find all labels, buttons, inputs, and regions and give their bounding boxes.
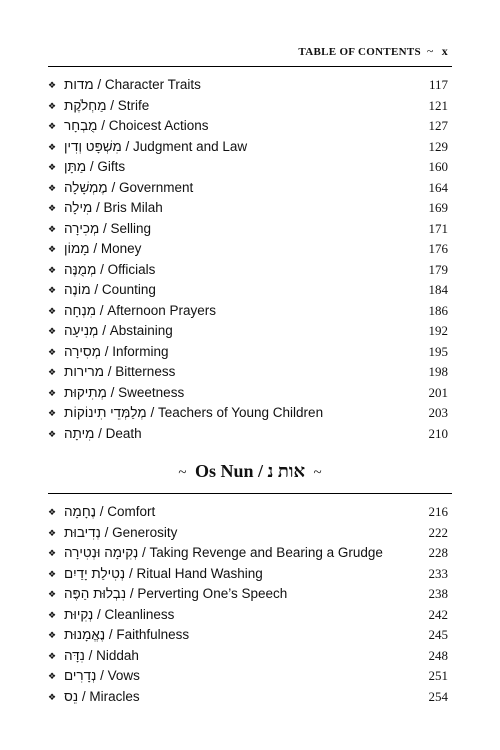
toc-entry-title: מַתָּן / Gifts [64,159,126,174]
toc-entry-page: 171 [428,220,448,236]
toc-entry-page: 251 [428,668,448,683]
toc-entry-page: 245 [428,627,448,642]
toc-entry[interactable] [48,564,448,585]
toc-entry-title: נְטִילַת יָדַיִם / Ritual Hand Washing [64,565,263,581]
toc-entry-page: 242 [428,606,448,622]
bullet-diamond-icon: ❖ [48,408,57,418]
toc-entry[interactable] [48,301,448,322]
bullet-diamond-icon: ❖ [48,568,57,579]
section-rule [48,493,452,494]
bullet-diamond-icon: ❖ [48,203,57,213]
bullet-diamond-icon: ❖ [48,609,57,620]
toc-entry-title: מֶמְשָׁלָה / Government [64,179,194,195]
toc-entry-page: 201 [428,384,448,400]
bullet-diamond-icon: ❖ [48,141,57,152]
toc-entry-title: מְסִירָה / Informing [64,343,169,359]
bullet-diamond-icon: ❖ [48,650,57,661]
toc-entry-title: מְנִיעָה / Abstaining [64,323,173,338]
toc-entry[interactable] [48,137,448,158]
bullet-diamond-icon: ❖ [48,100,57,111]
toc-entry-page: 164 [428,179,448,195]
bullet-diamond-icon: ❖ [48,285,57,295]
toc-entry[interactable] [48,116,448,137]
toc-entry[interactable] [48,424,448,445]
section-heading [0,461,500,482]
bullet-diamond-icon: ❖ [48,507,57,517]
bullet-diamond-icon: ❖ [48,223,57,234]
toc-entry[interactable] [48,260,448,281]
toc-entry-page: 210 [428,425,448,441]
toc-entry[interactable] [48,605,448,626]
toc-entry-page: 222 [428,524,448,540]
toc-entry-title: נְדָרִים / Vows [64,668,140,683]
toc-entry-title: מוֹנֶה / Counting [64,282,156,297]
toc-entry[interactable] [48,342,448,363]
toc-entry[interactable] [48,687,448,708]
bullet-diamond-icon: ❖ [48,326,57,336]
toc-entry-page: 248 [428,647,448,663]
toc-entry-title: מִשְׁפָּט וְדִין / Judgment and Law [64,138,248,154]
toc-entry-title: נְקִימָה וּנְטִירָה / Taking Revenge and Bearing a Grudge [64,545,383,560]
toc-entry[interactable] [48,625,448,646]
toc-entry-page: 160 [428,159,448,174]
toc-entry-title: מרירות / Bitterness [64,364,176,379]
bullet-diamond-icon: ❖ [48,264,57,275]
bullet-diamond-icon: ❖ [48,387,57,398]
toc-entry-page: 179 [428,261,448,277]
toc-entry-title: מְתִיקוּת / Sweetness [64,384,185,400]
toc-entry-title: מָמוֹן / Money [64,241,142,256]
ornament-left-icon: ~ [178,465,187,481]
header-title: TABLE OF CONTENTS [298,45,421,58]
toc-entry-title: מְלַמְּדֵי תִינוֹקוֹת / Teachers of Young Children [64,405,324,420]
toc-entry[interactable] [48,502,448,523]
toc-entry-page: 117 [428,77,448,92]
toc-entry-page: 127 [428,118,448,133]
toc-entry-page: 169 [428,200,448,215]
bullet-diamond-icon: ❖ [48,367,57,377]
ornament-right-icon: ~ [313,465,322,481]
toc-entry[interactable] [48,362,448,383]
toc-entry[interactable] [48,219,448,240]
toc-entry[interactable] [48,646,448,667]
toc-entry-title: נֵס / Miracles [64,688,140,704]
toc-entry-title: מִיתָה / Death [64,425,142,441]
toc-entry[interactable] [48,280,448,301]
toc-entry-title: נִדָּה / Niddah [64,647,139,663]
toc-entry-title: מדות / Character Traits [64,77,201,92]
toc-entry-page: 186 [428,302,448,318]
toc-entry-page: 203 [428,405,448,420]
toc-entry[interactable] [48,321,448,342]
bullet-diamond-icon: ❖ [48,162,57,172]
toc-list-section-1 [48,75,448,444]
toc-entry-title: מַחְלֹקֶת / Strife [64,97,150,113]
toc-entry-title: נְדִיבוּת / Generosity [64,524,178,540]
toc-entry-title: נֶאֱמָנוּת / Faithfulness [64,627,190,642]
toc-entry-page: 254 [428,688,448,704]
toc-entry-page: 238 [428,586,448,601]
toc-entry[interactable] [48,383,448,404]
toc-entry-title: נִבְלוּת הַפֶּה / Perverting One’s Speech [64,586,288,601]
header-ornament-icon: ~ [426,44,434,58]
toc-entry[interactable] [48,523,448,544]
header-page-number: x [441,44,448,58]
toc-entry-page: 192 [428,323,448,338]
toc-entry-page: 216 [428,504,448,519]
bullet-diamond-icon: ❖ [48,182,57,193]
bullet-diamond-icon: ❖ [48,548,57,558]
bullet-diamond-icon: ❖ [48,121,57,131]
running-header [298,44,448,59]
toc-entry-page: 195 [428,343,448,359]
toc-entry-page: 176 [428,241,448,256]
toc-entry-title: מְכִירָה / Selling [64,220,152,236]
toc-entry-title: מְמֻנֶּה / Officials [64,261,156,277]
bullet-diamond-icon: ❖ [48,305,57,316]
section-heading-text: Os Nun / אות נ [194,461,306,481]
toc-entry-page: 129 [428,138,448,154]
toc-entry-page: 184 [428,282,448,297]
toc-entry-page: 198 [428,364,448,379]
bullet-diamond-icon: ❖ [48,691,57,702]
toc-entry[interactable] [48,178,448,199]
toc-entry-title: נֶחָמָה / Comfort [64,504,156,519]
toc-entry[interactable] [48,239,448,260]
bullet-diamond-icon: ❖ [48,671,57,681]
toc-entry[interactable] [48,584,448,605]
bullet-diamond-icon: ❖ [48,589,57,599]
toc-entry-page: 228 [428,545,448,560]
toc-entry-title: מִילָה / Bris Milah [64,200,163,215]
header-rule [48,66,452,67]
toc-entry[interactable] [48,543,448,564]
toc-entry[interactable] [48,157,448,178]
bullet-diamond-icon: ❖ [48,346,57,357]
bullet-diamond-icon: ❖ [48,527,57,538]
toc-entry[interactable] [48,75,448,96]
toc-entry-title: נְקִיוּת / Cleanliness [64,606,175,622]
toc-entry[interactable] [48,666,448,687]
bullet-diamond-icon: ❖ [48,428,57,439]
toc-entry-title: מֻבְחָר / Choicest Actions [64,118,209,133]
toc-list-section-2 [48,502,448,707]
bullet-diamond-icon: ❖ [48,630,57,640]
bullet-diamond-icon: ❖ [48,80,57,90]
toc-entry[interactable] [48,403,448,424]
toc-entry-page: 121 [428,97,448,113]
toc-entry-page: 233 [428,565,448,581]
toc-entry[interactable] [48,96,448,117]
bullet-diamond-icon: ❖ [48,244,57,254]
toc-entry[interactable] [48,198,448,219]
toc-entry-title: מִנְחָה / Afternoon Prayers [64,302,217,318]
